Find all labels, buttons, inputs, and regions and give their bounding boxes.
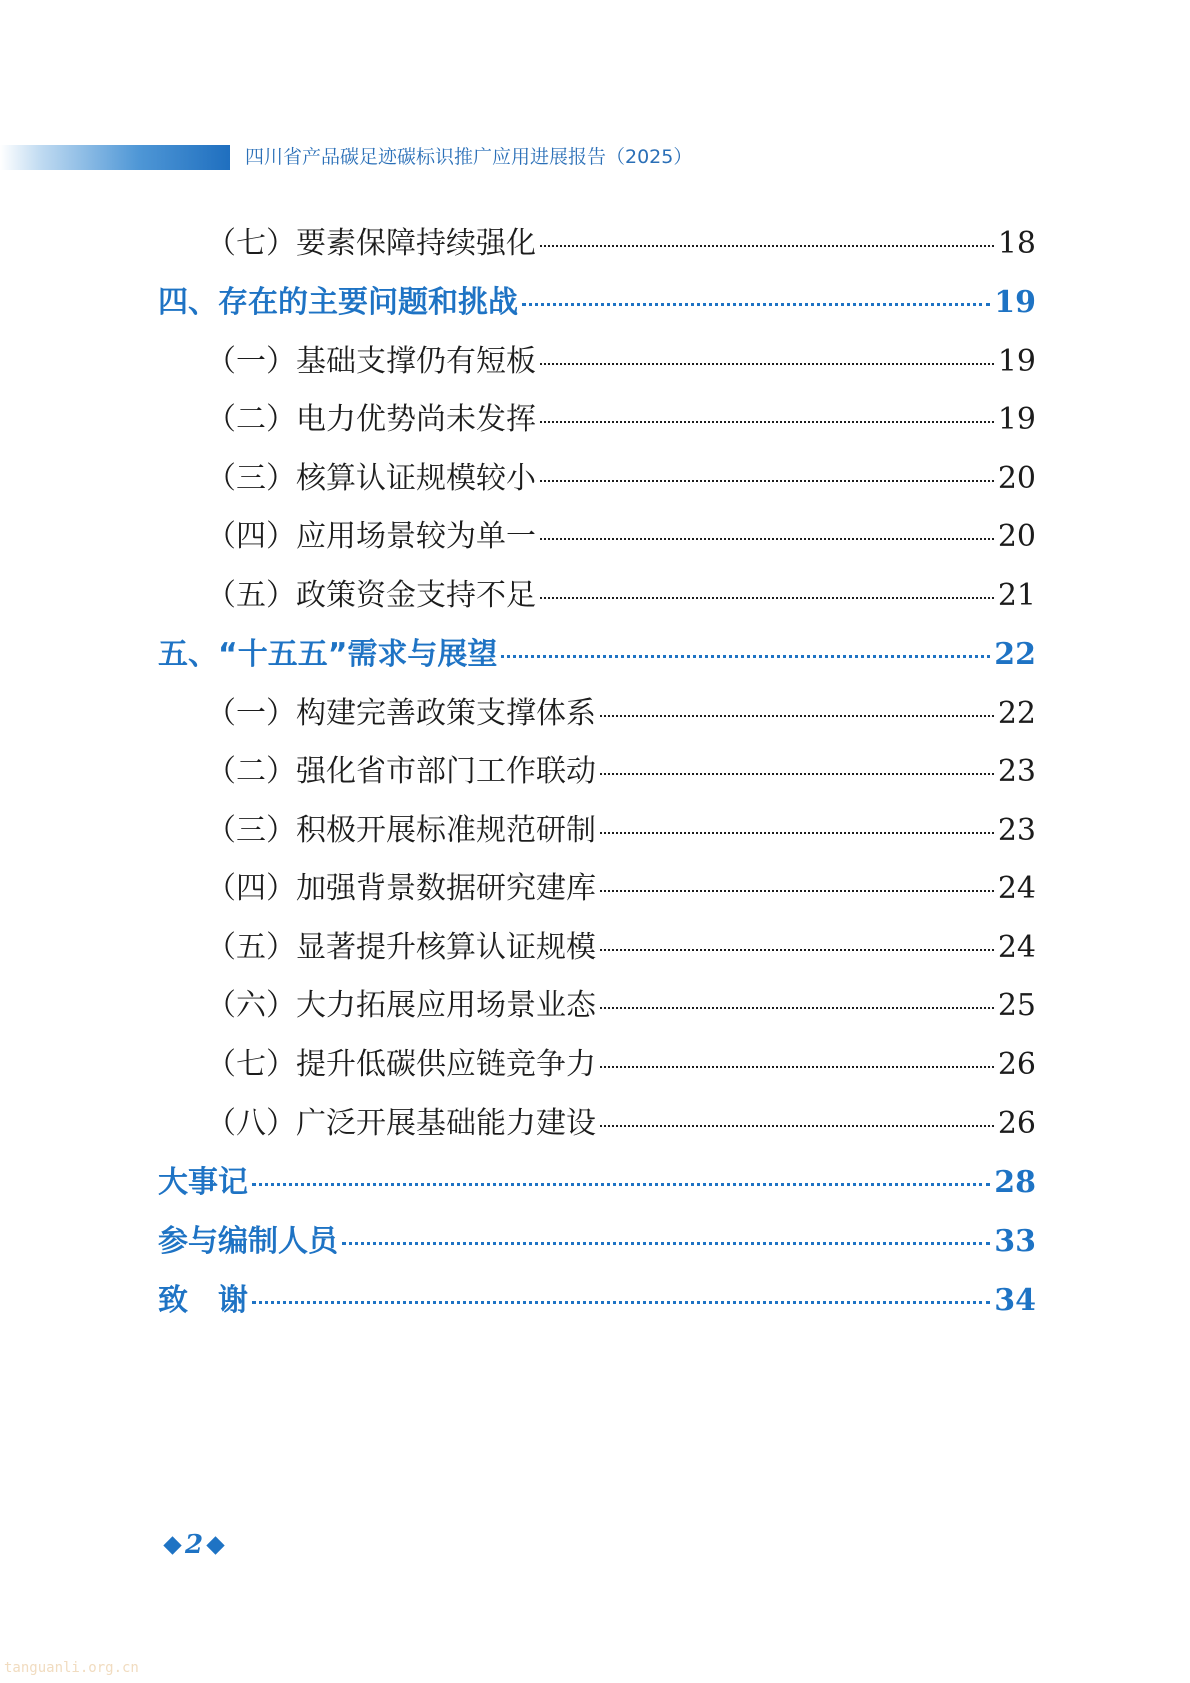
- toc-entry[interactable]: [206, 394, 1036, 438]
- toc-entry-label: 致 谢: [158, 1283, 248, 1318]
- toc-entry[interactable]: [206, 511, 1036, 555]
- toc-entry-label: 五、“十五五”需求与展望: [158, 637, 498, 672]
- toc-leader-dots: [342, 1242, 990, 1245]
- diamond-icon: [163, 1536, 181, 1554]
- toc-page-number: 22: [994, 637, 1036, 672]
- toc-entry[interactable]: [206, 863, 1036, 907]
- toc-section-heading[interactable]: [158, 277, 1036, 321]
- toc-leader-dots: [600, 715, 994, 717]
- toc-entry-label: （六）大力拓展应用场景业态: [206, 988, 596, 1023]
- toc-page-number: 22: [997, 696, 1036, 731]
- toc-entry-label: 大事记: [158, 1165, 248, 1200]
- toc-page-number: 19: [997, 344, 1036, 379]
- toc-entry-label: （四）加强背景数据研究建库: [206, 871, 596, 906]
- toc-leader-dots: [252, 1301, 990, 1304]
- toc-page-number: 34: [994, 1283, 1036, 1318]
- toc-page-number: 20: [997, 461, 1036, 496]
- toc-leader-dots: [600, 832, 994, 834]
- toc-leader-dots: [600, 1066, 994, 1068]
- toc-section-heading[interactable]: [158, 1216, 1036, 1260]
- toc-page-number: 26: [997, 1047, 1036, 1082]
- toc-entry[interactable]: [206, 1039, 1036, 1083]
- toc-entry[interactable]: [206, 805, 1036, 849]
- toc-leader-dots: [540, 421, 994, 423]
- page-number-text: 2: [185, 1530, 204, 1560]
- toc-leader-dots: [540, 245, 994, 247]
- toc-page-number: 23: [997, 754, 1036, 789]
- toc-leader-dots: [540, 597, 994, 599]
- toc-leader-dots: [252, 1183, 990, 1186]
- toc-entry[interactable]: [206, 746, 1036, 790]
- toc-entry-label: 四、存在的主要问题和挑战: [158, 285, 518, 320]
- toc-entry[interactable]: [206, 336, 1036, 380]
- toc-entry-label: （二）电力优势尚未发挥: [206, 402, 536, 437]
- toc-entry-label: （七）提升低碳供应链竞争力: [206, 1047, 596, 1082]
- toc-entry-label: （五）显著提升核算认证规模: [206, 930, 596, 965]
- toc-entry-label: （二）强化省市部门工作联动: [206, 754, 596, 789]
- toc-section-heading[interactable]: [158, 1157, 1036, 1201]
- toc-leader-dots: [540, 480, 994, 482]
- toc-leader-dots: [600, 1125, 994, 1127]
- toc-leader-dots: [540, 363, 994, 365]
- toc-entry[interactable]: [206, 453, 1036, 497]
- toc-entry[interactable]: [206, 980, 1036, 1024]
- toc-leader-dots: [600, 890, 994, 892]
- toc-page-number: 24: [997, 930, 1036, 965]
- report-header-title: 四川省产品碳足迹碳标识推广应用进展报告（2025）: [245, 146, 693, 168]
- toc-page-number: 24: [997, 871, 1036, 906]
- toc-entry-label: 参与编制人员: [158, 1224, 338, 1259]
- toc-page-number: 33: [994, 1224, 1036, 1259]
- toc-page-number: 28: [994, 1165, 1036, 1200]
- toc-entry-label: （一）基础支撑仍有短板: [206, 344, 536, 379]
- toc-entry[interactable]: [206, 1098, 1036, 1142]
- toc-leader-dots: [501, 655, 990, 658]
- page-number-footer: [160, 1530, 228, 1560]
- toc-entry-label: （三）积极开展标准规范研制: [206, 813, 596, 848]
- toc-page-number: 18: [997, 226, 1036, 261]
- toc-section-heading[interactable]: [158, 1275, 1036, 1319]
- diamond-icon: [206, 1536, 224, 1554]
- toc-entry-label: （八）广泛开展基础能力建设: [206, 1106, 596, 1141]
- toc-leader-dots: [600, 1007, 994, 1009]
- toc-entry-label: （七）要素保障持续强化: [206, 226, 536, 261]
- toc-entry-label: （四）应用场景较为单一: [206, 519, 536, 554]
- toc-leader-dots: [522, 303, 990, 306]
- toc-page-number: 25: [997, 988, 1036, 1023]
- toc-entry[interactable]: [206, 218, 1036, 262]
- toc-entry-label: （五）政策资金支持不足: [206, 578, 536, 613]
- toc-page-number: 20: [997, 519, 1036, 554]
- toc-page-number: 19: [994, 285, 1036, 320]
- toc-section-heading[interactable]: [158, 629, 1036, 673]
- toc-leader-dots: [600, 949, 994, 951]
- toc-page-number: 21: [997, 578, 1036, 613]
- toc-entry[interactable]: [206, 570, 1036, 614]
- toc-entry[interactable]: [206, 922, 1036, 966]
- toc-page-number: 23: [997, 813, 1036, 848]
- toc-entry-label: （一）构建完善政策支撑体系: [206, 696, 596, 731]
- toc-leader-dots: [540, 538, 994, 540]
- toc-entry[interactable]: [206, 688, 1036, 732]
- watermark-text: tanguanli.org.cn: [4, 1660, 139, 1676]
- toc-entry-label: （三）核算认证规模较小: [206, 461, 536, 496]
- toc-page-number: 26: [997, 1106, 1036, 1141]
- toc-page-number: 19: [997, 402, 1036, 437]
- toc-leader-dots: [600, 773, 994, 775]
